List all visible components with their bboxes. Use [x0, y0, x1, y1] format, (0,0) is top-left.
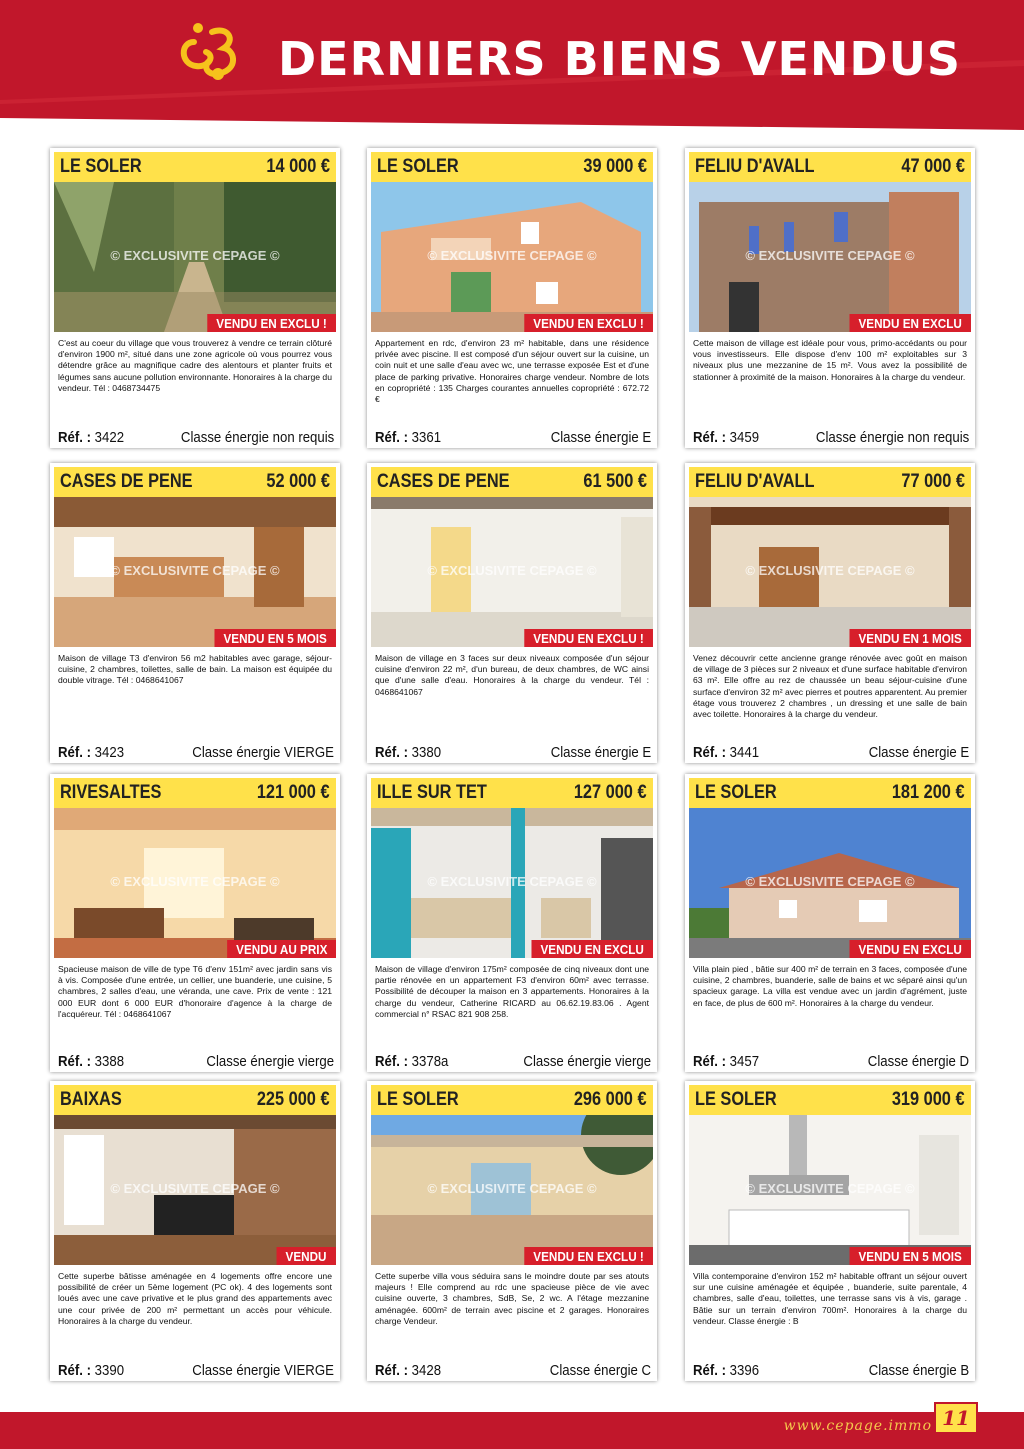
energy-class: Classe énergie non requis: [180, 429, 334, 446]
listing-price: 181 200 €: [892, 782, 965, 803]
price-banner: [371, 152, 653, 182]
listing-photo[interactable]: [371, 808, 653, 958]
listing-description: Venez découvrir cette ancienne grange rénovée avec goût en maison de village de 3 pièces sur 2 niveaux et d'une surface habitable d'environ 63 m². Elle offre au rez de chaussée un beau séjour-cuisine d'une surface d'environ 32 m² avec pierres et poutres apparentent. Au premier étage vous trouverez 2 chambres , un dressing et une salle de bain avec toilette. Honoraires à la charge du vendeur.: [693, 653, 967, 720]
watermark: © EXCLUSIVITE CEPAGE ©: [110, 874, 280, 889]
energy-class: Classe énergie E: [550, 429, 651, 446]
ref-number: 3378a: [411, 1053, 449, 1070]
price-banner: [689, 467, 971, 497]
listing-description: Cette superbe bâtisse aménagée en 4 logements offre encore une possibilité de créer un 5ème logement (PC ok). 4 des logements sont loués avec une cave privative et le plus grand des appartements avec une cour privée de 200 m² permettant un accès pour véhicule. Honoraires à la charge du vendeur.: [58, 1271, 332, 1326]
listing-photo[interactable]: [689, 808, 971, 958]
energy-class: Classe énergie E: [550, 744, 651, 761]
ref-label: Réf. :: [693, 744, 726, 761]
watermark: © EXCLUSIVITE CEPAGE ©: [110, 248, 280, 263]
page-title: DERNIERS BIENS VENDUS: [278, 32, 962, 86]
ref-label: Réf. :: [58, 1053, 91, 1070]
listing-price: 225 000 €: [257, 1089, 330, 1110]
ref-label: Réf. :: [375, 429, 408, 446]
ref-number: 3441: [729, 744, 760, 761]
watermark: © EXCLUSIVITE CEPAGE ©: [745, 874, 915, 889]
energy-class: Classe énergie VIERGE: [192, 1362, 334, 1379]
ref-label: Réf. :: [375, 1362, 408, 1379]
sold-badge: VENDU EN EXCLU: [532, 940, 653, 958]
sold-badge: VENDU EN 1 MOIS: [850, 629, 971, 647]
ref-number: 3428: [411, 1362, 442, 1379]
listing-card[interactable]: [50, 774, 340, 1072]
energy-class: Classe énergie E: [868, 744, 969, 761]
ref-label: Réf. :: [693, 1053, 726, 1070]
listing-description: Appartement en rdc, d'environ 23 m² habitable, dans une résidence privée avec piscine. Il est composé d'un séjour ouvert sur la cuisine, un coin nuit et une salle d'eau avec wc, une terrasse exposée Est et d'une place de parking privative. Honoraires charge vendeur. Nombre de lots en copropriété : 135 Charges courantes annuelles copropriété : 672.72 €: [375, 338, 649, 405]
listing-footer: [375, 424, 651, 446]
listing-town: LE SOLER: [377, 1089, 459, 1110]
listing-footer: [375, 739, 651, 761]
sold-badge: VENDU EN EXCLU !: [524, 629, 653, 647]
listing-photo[interactable]: [371, 182, 653, 332]
sold-badge: VENDU EN EXCLU: [850, 314, 971, 332]
listing-price: 127 000 €: [574, 782, 647, 803]
listing-card[interactable]: [50, 148, 340, 448]
energy-class: Classe énergie non requis: [815, 429, 969, 446]
listing-photo[interactable]: [54, 497, 336, 647]
cepage-logo-icon: [172, 12, 252, 92]
listing-footer: [58, 424, 334, 446]
listing-card[interactable]: [50, 1081, 340, 1381]
listing-footer: [58, 1048, 334, 1070]
listing-town: ILLE SUR TET: [377, 782, 487, 803]
listing-footer: [375, 1048, 651, 1070]
listing-town: LE SOLER: [60, 156, 142, 177]
sold-badge: VENDU EN EXCLU: [850, 940, 971, 958]
listing-ref: [375, 429, 441, 446]
listing-card[interactable]: [367, 1081, 657, 1381]
listing-photo[interactable]: [371, 497, 653, 647]
price-banner: [54, 778, 336, 808]
listing-photo[interactable]: [689, 497, 971, 647]
price-banner: [371, 467, 653, 497]
ref-number: 3361: [411, 429, 442, 446]
listing-footer: [58, 739, 334, 761]
listing-description: C'est au coeur du village que vous trouverez à vendre ce terrain clôturé d'environ 1900 m², situé dans une zone agricole où vous pourrez vous détendre grâce au magnifique cadre des alentours et planter fruits et légumes sans aucune pollution environnante. Honoraires à la charge du vendeur. Tél : 0468734475: [58, 338, 332, 393]
listing-description: Maison de village en 3 faces sur deux niveaux composée d'un séjour cuisine d'environ 22 m², d'un bureau, de deux chambres, de WC ainsi que d'une salle d'eau. Honoraires à la charge du vendeur. Tél : 0468641067: [375, 653, 649, 697]
sold-badge: VENDU EN 5 MOIS: [850, 1247, 971, 1265]
listing-description: Cette superbe villa vous séduira sans le moindre doute par ses atouts majeurs ! Elle comprend au rdc une spacieuse pièce de vie avec cuisine ouverte, 3 chambres, SdB, Se, 2 wc. A l'étage mezzanine aménagée. 600m² de terrain avec piscine et 2 garages. Honoraires charge Vendeur.: [375, 1271, 649, 1326]
sold-badge: VENDU EN EXCLU !: [524, 1247, 653, 1265]
ref-label: Réf. :: [693, 429, 726, 446]
listing-photo[interactable]: [54, 1115, 336, 1265]
listing-footer: [375, 1357, 651, 1379]
sold-badge: VENDU AU PRIX: [227, 940, 336, 958]
listing-ref: [58, 1362, 124, 1379]
listing-footer: [693, 1048, 969, 1070]
listing-price: 319 000 €: [892, 1089, 965, 1110]
energy-class: Classe énergie B: [868, 1362, 969, 1379]
ref-number: 3423: [94, 744, 125, 761]
listing-ref: [375, 1053, 448, 1070]
listing-ref: [375, 744, 441, 761]
listing-description: Spacieuse maison de ville de type T6 d'env 151m² avec jardin sans vis à vis. Composée d'une entrée, un cellier, une buanderie, une cuisine, 5 chambres, 2 salles d'eau, une véranda, une cave. Prix de vente : 121 000 EUR dont 6 000 EUR d'honoraire d'agence à la charge de l'acquéreur. Tél : 0468641067: [58, 964, 332, 1019]
listing-description: Maison de village d'environ 175m² composée de cinq niveaux dont une partie rénovée en un appartement F3 d'environ 60m² avec terrasse. Possibilité de découper la maison en 3 appartements. Honoraires à la charge du vendeur, Catherine RICARD au 06.62.19.83.06 . Agent commercial n° RSAC 821 908 258.: [375, 964, 649, 1019]
listing-ref: [58, 1053, 124, 1070]
price-banner: [689, 1085, 971, 1115]
listing-card[interactable]: [685, 463, 975, 763]
ref-number: 3459: [729, 429, 760, 446]
website-link[interactable]: www.cepage.immo: [783, 1418, 932, 1434]
listing-price: 14 000 €: [266, 156, 330, 177]
energy-class: Classe énergie VIERGE: [192, 744, 334, 761]
ref-label: Réf. :: [375, 744, 408, 761]
listing-price: 121 000 €: [257, 782, 330, 803]
ref-label: Réf. :: [58, 744, 91, 761]
ref-number: 3380: [411, 744, 442, 761]
energy-class: Classe énergie vierge: [206, 1053, 334, 1070]
ref-label: Réf. :: [58, 1362, 91, 1379]
watermark: © EXCLUSIVITE CEPAGE ©: [427, 248, 597, 263]
listing-town: CASES DE PENE: [377, 471, 510, 492]
listing-photo[interactable]: [54, 182, 336, 332]
price-banner: [689, 152, 971, 182]
watermark: © EXCLUSIVITE CEPAGE ©: [110, 563, 280, 578]
listing-town: BAIXAS: [60, 1089, 122, 1110]
watermark: © EXCLUSIVITE CEPAGE ©: [427, 874, 597, 889]
listing-price: 77 000 €: [901, 471, 965, 492]
listing-ref: [693, 1053, 759, 1070]
listing-footer: [693, 424, 969, 446]
ref-number: 3388: [94, 1053, 125, 1070]
listing-card[interactable]: [685, 148, 975, 448]
listing-ref: [693, 744, 759, 761]
watermark: © EXCLUSIVITE CEPAGE ©: [745, 248, 915, 263]
listing-town: LE SOLER: [377, 156, 459, 177]
listing-town: FELIU D'AVALL: [695, 156, 815, 177]
energy-class: Classe énergie D: [867, 1053, 969, 1070]
listing-footer: [693, 1357, 969, 1379]
listing-card[interactable]: [367, 148, 657, 448]
listing-card[interactable]: [367, 463, 657, 763]
watermark: © EXCLUSIVITE CEPAGE ©: [427, 563, 597, 578]
energy-class: Classe énergie C: [549, 1362, 651, 1379]
listing-town: LE SOLER: [695, 1089, 777, 1110]
ref-number: 3396: [729, 1362, 760, 1379]
listing-ref: [375, 1362, 441, 1379]
page-number: 11: [934, 1402, 978, 1434]
listing-town: RIVESALTES: [60, 782, 162, 803]
watermark: © EXCLUSIVITE CEPAGE ©: [427, 1181, 597, 1196]
ref-label: Réf. :: [58, 429, 91, 446]
listing-ref: [693, 429, 759, 446]
sold-badge: VENDU: [277, 1247, 336, 1265]
ref-number: 3390: [94, 1362, 125, 1379]
price-banner: [689, 778, 971, 808]
listing-photo[interactable]: [54, 808, 336, 958]
ref-number: 3457: [729, 1053, 760, 1070]
listing-town: FELIU D'AVALL: [695, 471, 815, 492]
watermark: © EXCLUSIVITE CEPAGE ©: [745, 563, 915, 578]
listing-card[interactable]: [367, 774, 657, 1072]
listing-photo[interactable]: [689, 182, 971, 332]
listing-photo[interactable]: [689, 1115, 971, 1265]
listing-description: Villa contemporaine d'environ 152 m² habitable offrant un séjour ouvert sur une cuisine aménagée et équipée , buanderie, suite parentale, 4 chambres, salle d'eau, toilettes, une terrasse sans vis à vis, garage . Bâtie sur un terrain d'environ 700m². Honoraires à la charge du vendeur. Classe énergie : B: [693, 1271, 967, 1326]
price-banner: [54, 467, 336, 497]
listing-price: 47 000 €: [901, 156, 965, 177]
listing-footer: [58, 1357, 334, 1379]
sold-badge: VENDU EN EXCLU !: [207, 314, 336, 332]
ref-label: Réf. :: [375, 1053, 408, 1070]
sold-badge: VENDU EN EXCLU !: [524, 314, 653, 332]
price-banner: [371, 778, 653, 808]
price-banner: [54, 152, 336, 182]
listing-description: Maison de village T3 d'environ 56 m2 habitables avec garage, séjour-cuisine, 2 chambres, toilettes, salle de bain. La maison est équipée du double vitrage. Tél : 0468641067: [58, 653, 332, 686]
listing-footer: [693, 739, 969, 761]
listing-description: Cette maison de village est idéale pour vous, primo-accédants ou pour vous investisseurs. Elle dispose d'env 100 m² exploitables sur 3 niveaux plus une mezzanine de 15 m². Vous avez la possibilité de stationner à proximité de la maison. Honoraires à la charge du vendeur.: [693, 338, 967, 382]
listing-ref: [58, 744, 124, 761]
price-banner: [371, 1085, 653, 1115]
listing-ref: [693, 1362, 759, 1379]
listing-description: Villa plain pied , bâtie sur 400 m² de terrain en 3 faces, composée d'une cuisine, 2 chambres, buanderie, salle de bains et wc séparé ainsi qu'un spacieux garage. La villa est vendue avec un jardin d'agrément, juste en face, de plus de 600 m². Honoraires à la charge du vendeur.: [693, 964, 967, 1008]
listing-card[interactable]: [685, 1081, 975, 1381]
watermark: © EXCLUSIVITE CEPAGE ©: [110, 1181, 280, 1196]
watermark: © EXCLUSIVITE CEPAGE ©: [745, 1181, 915, 1196]
ref-label: Réf. :: [693, 1362, 726, 1379]
listing-card[interactable]: [50, 463, 340, 763]
listing-town: LE SOLER: [695, 782, 777, 803]
listing-price: 39 000 €: [583, 156, 647, 177]
listing-price: 61 500 €: [583, 471, 647, 492]
listing-ref: [58, 429, 124, 446]
energy-class: Classe énergie vierge: [523, 1053, 651, 1070]
ref-number: 3422: [94, 429, 125, 446]
listing-town: CASES DE PENE: [60, 471, 193, 492]
price-banner: [54, 1085, 336, 1115]
listing-photo[interactable]: [371, 1115, 653, 1265]
listing-price: 52 000 €: [266, 471, 330, 492]
listing-price: 296 000 €: [574, 1089, 647, 1110]
sold-badge: VENDU EN 5 MOIS: [215, 629, 336, 647]
listing-card[interactable]: [685, 774, 975, 1072]
